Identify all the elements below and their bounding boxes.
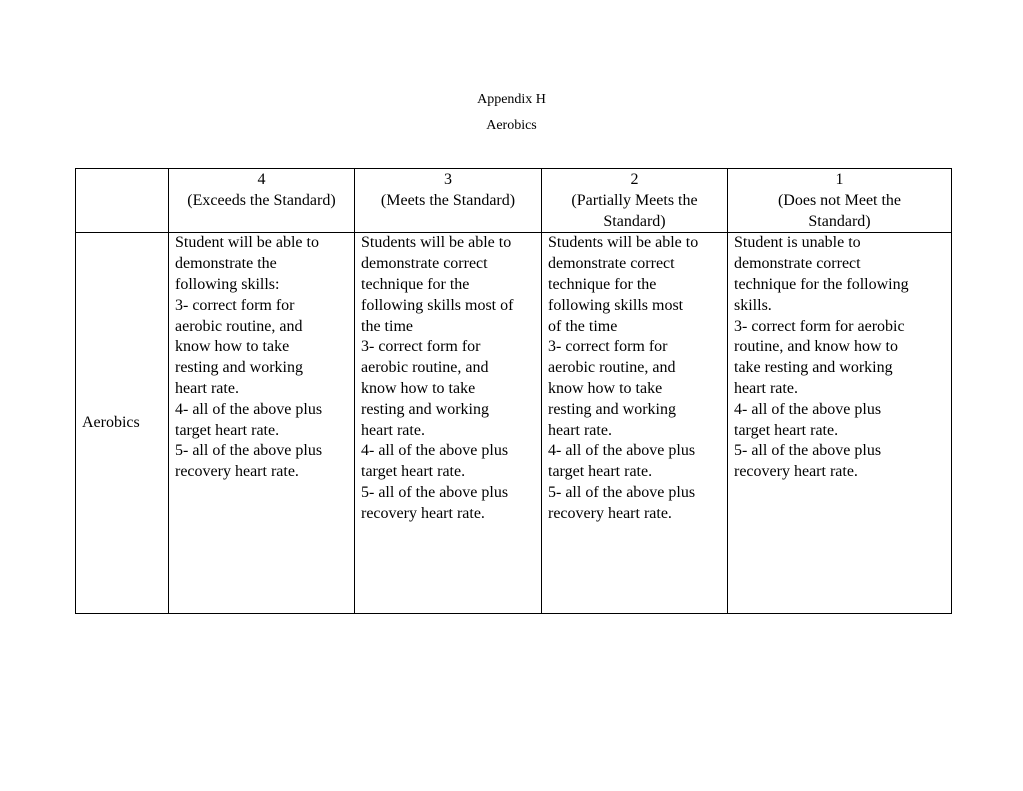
header-corner-cell <box>76 169 169 233</box>
criteria-line: know how to take <box>175 338 290 356</box>
table-row <box>76 233 952 614</box>
criteria-line: following skills most <box>548 296 684 314</box>
header-cell-score-4 <box>169 169 355 233</box>
criteria-line: target heart rate. <box>361 463 466 481</box>
criteria-line: technique for the <box>361 275 470 293</box>
criteria-line: 5- all of the above plus <box>548 483 696 501</box>
criteria-line: following skills most of <box>361 296 514 314</box>
criteria-line: aerobic routine, and <box>548 359 676 377</box>
criteria-line: technique for the <box>548 275 657 293</box>
criteria-line: heart rate. <box>548 421 612 439</box>
criteria-line: the time <box>361 317 413 335</box>
criteria-line: know how to take <box>548 379 663 397</box>
criteria-line: aerobic routine, and <box>175 317 303 335</box>
score-label-line: (Meets the Standard) <box>380 191 516 209</box>
score-label-line: Standard) <box>603 212 666 230</box>
criteria-line: 3- correct form for <box>175 296 295 314</box>
rubric-header <box>76 169 952 233</box>
criteria-line: know how to take <box>361 379 476 397</box>
header-row <box>76 169 952 233</box>
score-number: 3 <box>444 171 452 188</box>
criteria-line: of the time <box>548 317 618 335</box>
score-label-line: (Does not Meet the <box>777 191 902 209</box>
criteria-line: 3- correct form for <box>361 338 481 356</box>
criteria-line: target heart rate. <box>548 463 653 481</box>
criteria-line: recovery heart rate. <box>548 504 672 522</box>
criteria-line: target heart rate. <box>175 421 280 439</box>
criteria-cell-score-4 <box>169 233 355 614</box>
criteria-line: Student is unable to <box>734 234 861 252</box>
criteria-line: heart rate. <box>734 379 798 397</box>
criteria-line: recovery heart rate. <box>734 463 858 481</box>
criteria-line: aerobic routine, and <box>361 359 489 377</box>
score-label-line: (Partially Meets the <box>571 191 698 209</box>
criteria-line: 4- all of the above plus <box>361 442 509 460</box>
criteria-line: 5- all of the above plus <box>175 442 323 460</box>
header-cell-score-2 <box>542 169 728 233</box>
criteria-line: heart rate. <box>361 421 425 439</box>
criteria-line: resting and working <box>548 400 676 418</box>
criteria-line: resting and working <box>361 400 489 418</box>
criteria-line: routine, and know how to <box>734 338 898 356</box>
criteria-line: demonstrate correct <box>734 255 861 273</box>
criteria-line: demonstrate the <box>175 255 277 273</box>
header-cell-score-1 <box>728 169 952 233</box>
score-number: 4 <box>257 171 266 188</box>
criteria-line: 3- correct form for aerobic <box>734 317 905 335</box>
criteria-line: Students will be able to <box>361 234 512 252</box>
rubric-body <box>76 233 952 614</box>
score-number: 2 <box>630 171 639 188</box>
criteria-line: recovery heart rate. <box>361 504 485 522</box>
criteria-cell-score-1 <box>728 233 952 614</box>
criteria-line: target heart rate. <box>734 421 839 439</box>
criteria-line: Student will be able to <box>175 234 319 252</box>
criteria-line: 5- all of the above plus <box>361 483 509 501</box>
score-label-line: Standard) <box>808 212 871 230</box>
criteria-line: demonstrate correct <box>361 255 488 273</box>
criteria-line: 3- correct form for <box>548 338 668 356</box>
criteria-line: resting and working <box>175 359 303 377</box>
row-label-cell: Aerobics <box>76 233 169 614</box>
criteria-line: technique for the following <box>734 275 909 293</box>
rubric-table <box>75 168 952 614</box>
criteria-line: 4- all of the above plus <box>548 442 696 460</box>
score-label-line: (Exceeds the Standard) <box>187 191 336 209</box>
criteria-line: take resting and working <box>734 359 893 377</box>
score-number: 1 <box>835 171 844 188</box>
criteria-cell-score-3 <box>355 233 542 614</box>
criteria-line: Students will be able to <box>548 234 699 252</box>
criteria-line: 4- all of the above plus <box>175 400 323 418</box>
criteria-line: 4- all of the above plus <box>734 400 882 418</box>
criteria-line: 5- all of the above plus <box>734 442 882 460</box>
criteria-line: demonstrate correct <box>548 255 675 273</box>
appendix-title: Appendix H <box>477 92 546 107</box>
criteria-line: heart rate. <box>175 379 239 397</box>
header-cell-score-3 <box>355 169 542 233</box>
criteria-line: recovery heart rate. <box>175 463 299 481</box>
criteria-line: following skills: <box>175 275 280 293</box>
criteria-line: skills. <box>734 296 772 314</box>
criteria-cell-score-2 <box>542 233 728 614</box>
subject-title: Aerobics <box>486 118 537 133</box>
